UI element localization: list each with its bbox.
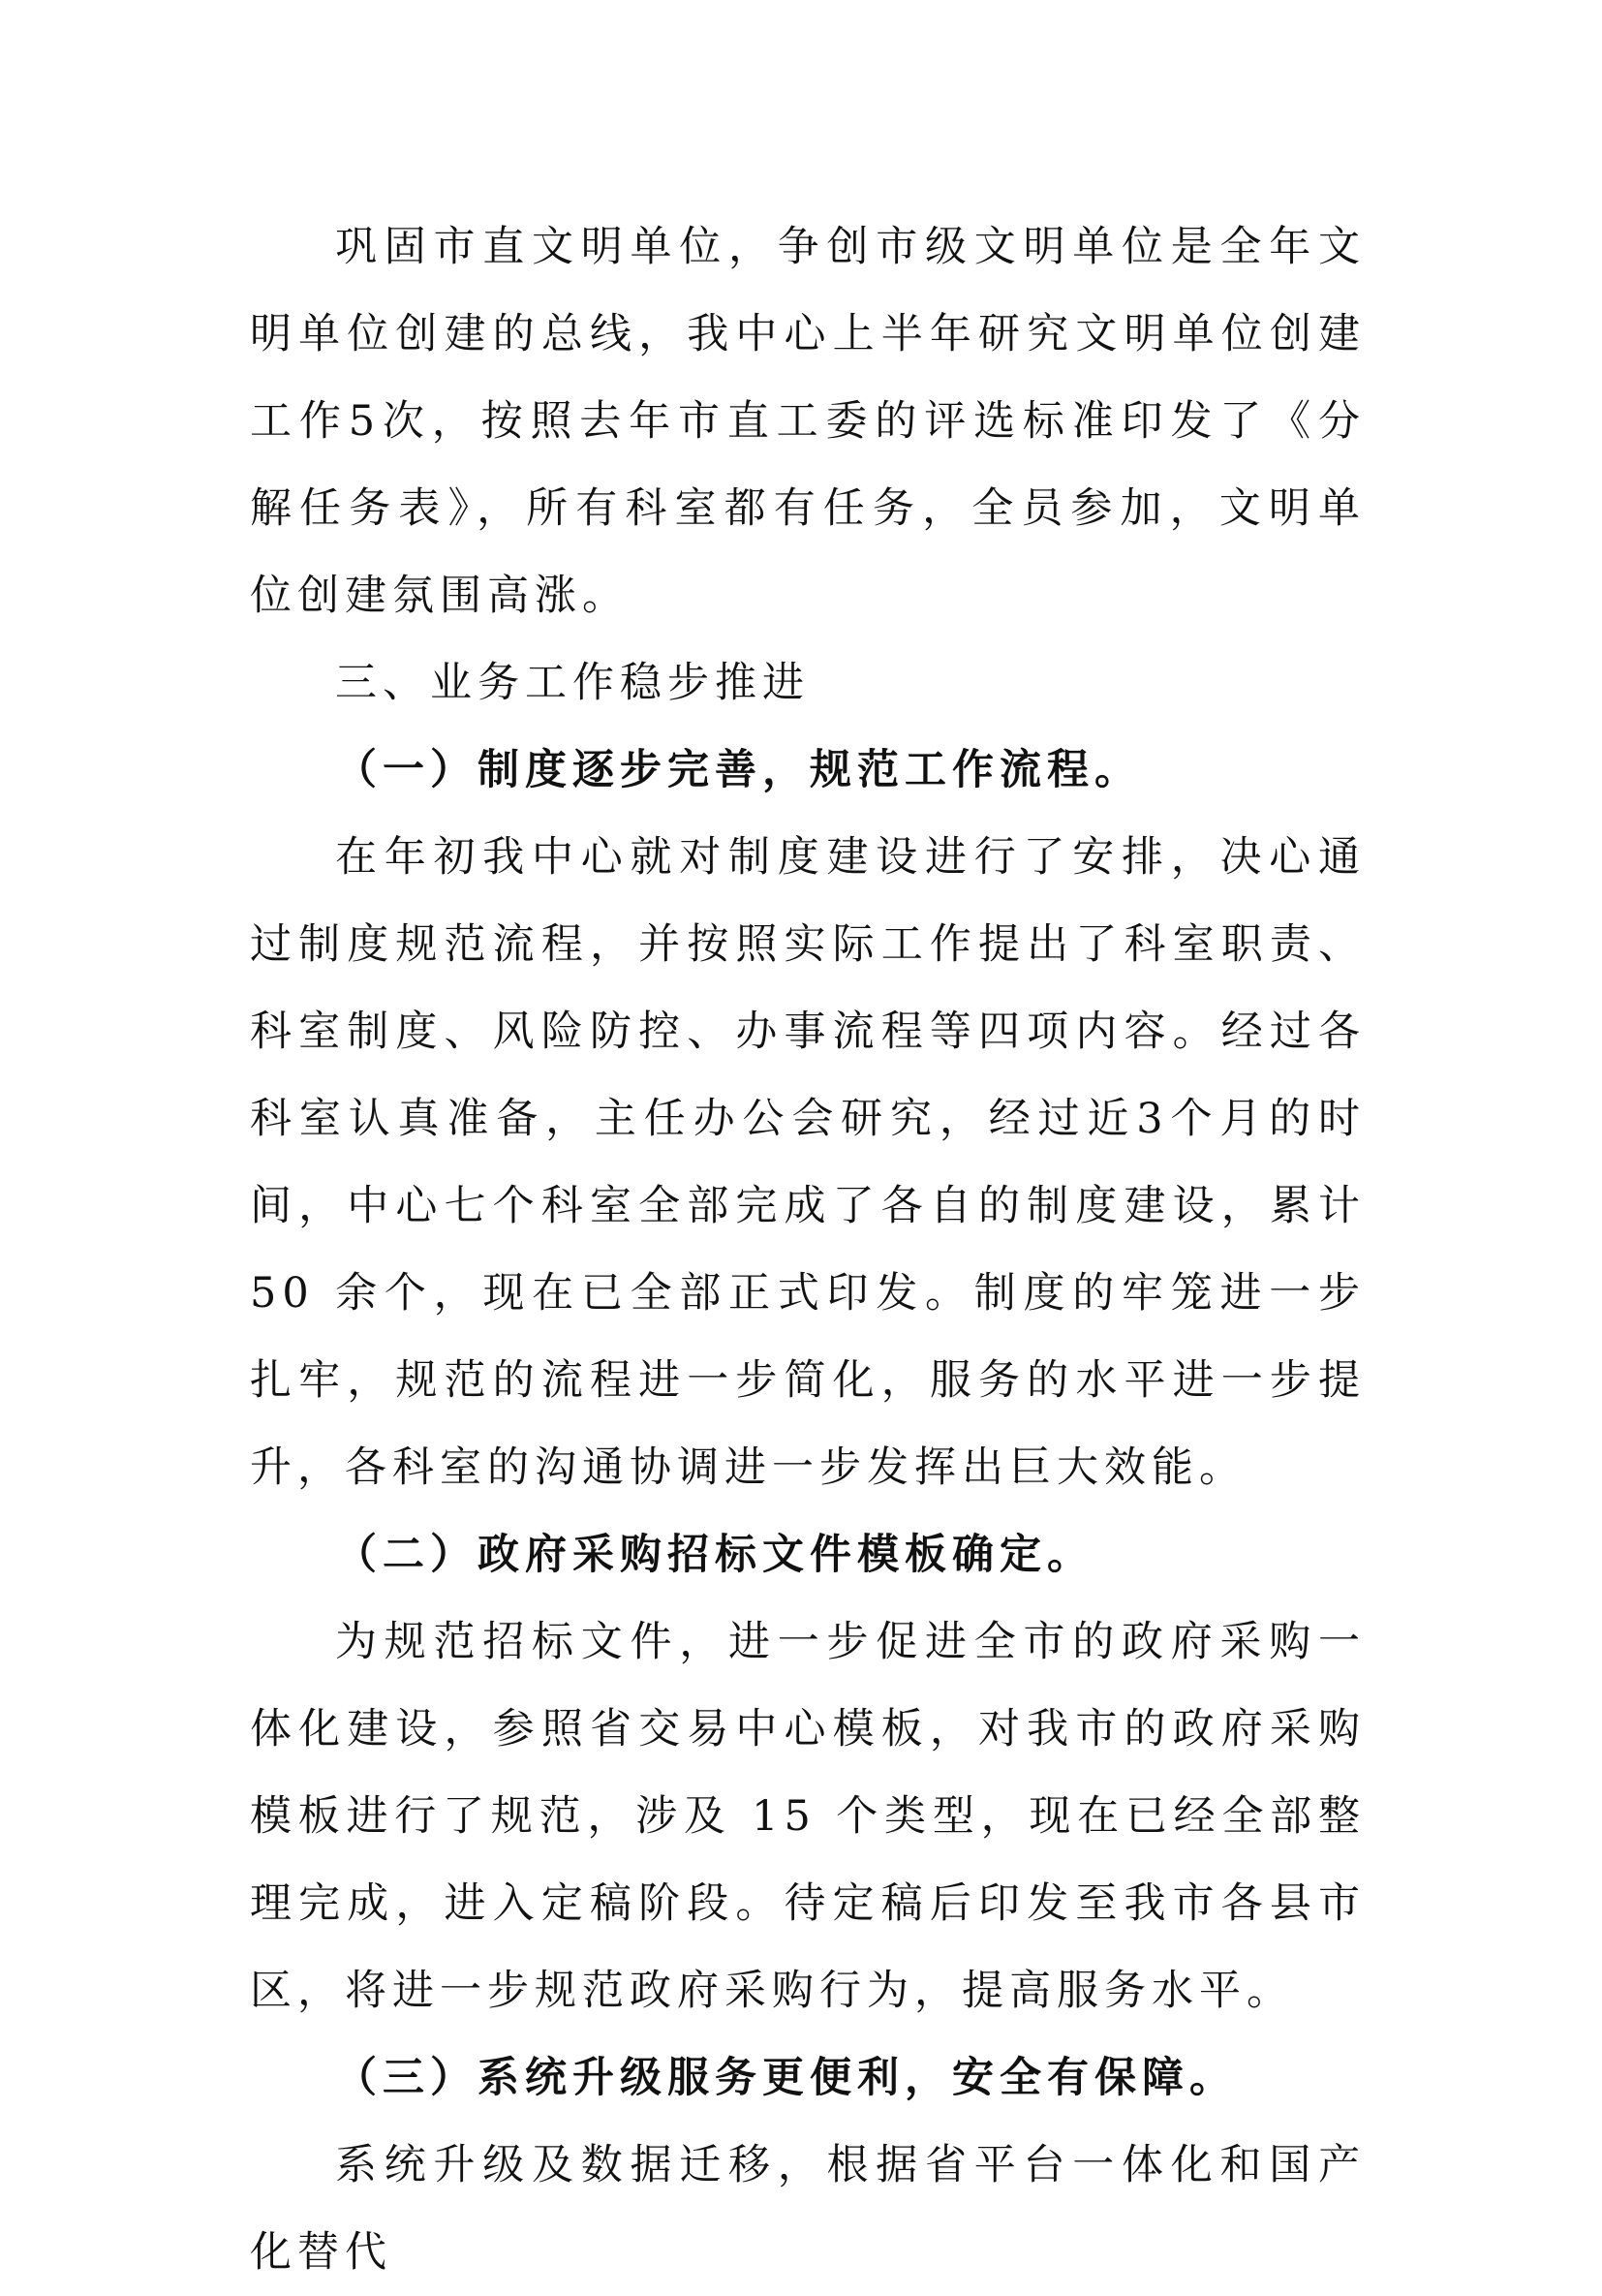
paragraph-civilized-unit: 巩固市直文明单位，争创市级文明单位是全年文明单位创建的总线，我中心上半年研究文明单位创建工作5次，按照去年市直工委的评选标准印发了《分解任务表》，所有科室都有任务，全员参加，文明单位创建氛围高涨。: [250, 223, 1366, 620]
section-heading-3: 三、业务工作稳步推进: [335, 659, 810, 707]
subsection-heading-1: （一）制度逐步完善，规范工作流程。: [335, 746, 1142, 794]
paragraph-system-upgrade: 系统升级及数据迁移，根据省平台一体化和国产化替代: [250, 2141, 1366, 2277]
subsection-heading-3: （三）系统升级服务更便利，安全有保障。: [335, 2054, 1237, 2102]
subsection-heading-2: （二）政府采购招标文件模板确定。: [335, 1531, 1094, 1579]
paragraph-system-building: 在年初我中心就对制度建设进行了安排，决心通过制度规范流程，并按照实际工作提出了科室职责、科室制度、风险防控、办事流程等四项内容。经过各科室认真准备，主任办公会研究，经过近3个月的时间，中心七个科室全部完成了各自的制度建设，累计 50 余个，现在已全部正式印发。制度的牢笼进一步扎牢，规范的流程进一步简化，服务的水平进一步提升，各科室的沟通协调进一步发挥出巨大效能。: [250, 833, 1366, 1492]
paragraph-procurement-template: 为规范招标文件，进一步促进全市的政府采购一体化建设，参照省交易中心模板，对我市的政府采购模板进行了规范，涉及 15 个类型，现在已经全部整理完成，进入定稿阶段。待定稿后印发至我市各县市区，将进一步规范政府采购行为，提高服务水平。: [250, 1618, 1366, 2015]
document-body: [250, 203, 1366, 2296]
